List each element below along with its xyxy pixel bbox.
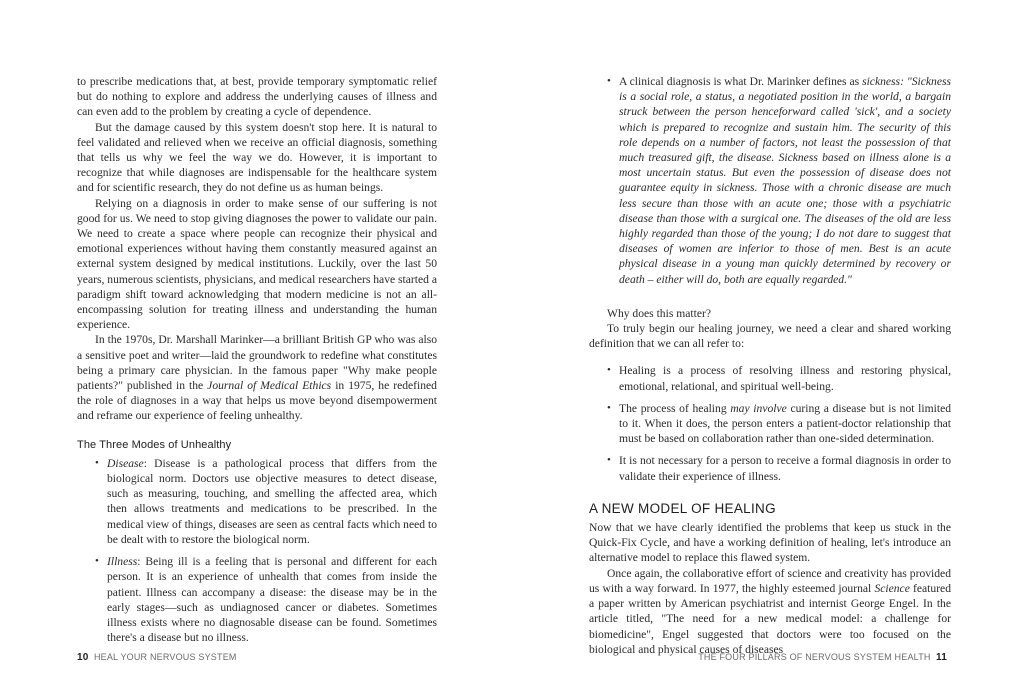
right-footer xyxy=(698,652,947,663)
term: Disease xyxy=(107,456,144,470)
right-text-column xyxy=(589,74,951,657)
left-text-column xyxy=(77,74,437,652)
bullet-icon: • xyxy=(607,401,611,414)
left-footer xyxy=(77,652,237,663)
list-item: • The process of healing may involve curing a disease but is not limited to it. When it does, the person enters a patient-doctor relationship that must be based on collaboration rather than one-sided determination. xyxy=(607,401,952,446)
modes-list xyxy=(77,456,437,645)
journal-title: Science xyxy=(874,581,910,595)
right-page xyxy=(512,0,1024,693)
paragraph: Now that we have clearly identified the problems that keep us stuck in the Quick-Fix Cycle, and have a working definition of healing, let's introduce an alternative model to replace this flawed system. xyxy=(589,521,951,565)
healing-definition-list xyxy=(589,363,951,483)
paragraph: to prescribe medications that, at best, provide temporary symptomatic relief but do nothing to explore and address the underlying causes of illness and can even add to the problem by creating a cycle of dependence. xyxy=(77,75,437,119)
term: Illness xyxy=(107,555,138,569)
page-number: 11 xyxy=(936,652,947,663)
page-number: 10 xyxy=(77,652,89,663)
journal-title: Journal of Medical Ethics xyxy=(207,379,332,393)
section-heading: A NEW MODEL OF HEALING xyxy=(589,500,776,516)
bullet-icon: • xyxy=(95,555,99,568)
list-item: • Illness: Being ill is a feeling that is personal and different for each person. It is an experience of unhealth that comes from inside the patient. Illness can accompany a disease: the disease may be in the early stages—such as undiagnosed cancer or diabetes. Sometimes illness exists where no diagnosable disease can be found. Sometimes there's a disease but no illness. xyxy=(95,555,437,645)
subheading: The Three Modes of Unhealthy xyxy=(77,438,232,451)
paragraph: But the damage caused by this system doesn't stop here. It is natural to feel validated and relieved when we receive an official diagnosis, something that tells us why we feel the way we do. However, it is important to recognize that while diagnoses are indispensable for the healthcare system and for scientific research, they do not define us as human beings. xyxy=(77,120,437,195)
list-item: • Healing is a process of resolving illness and restoring physical, emotional, relational, and spiritual well-being. xyxy=(607,364,951,393)
list-item: • It is not necessary for a person to receive a formal diagnosis in order to validate their experience of illness. xyxy=(607,454,951,483)
paragraph: In the 1970s, Dr. Marshall Marinker—a brilliant British GP who was also a sensitive poet and writer—laid the groundwork to redefine what constitutes being a primary care physician. In the famous paper "Why make people patients?" published in the Journal of Medical Ethics in 1975, he redefined the role of diagnoses in a way that helps us move beyond disempowerment and reframe our experience of feeling unhealthy. xyxy=(77,333,437,423)
quote: : "Sickness is a social role, a status, a negotiated position in the world, a bargain struck between the person henceforward called 'sick', and a society which is prepared to recognize and sustain him. The security of this role depends on a number of factors, not least the possession of that much treasured gift, the disease. Sickness based on illness alone is a most uncertain status. But even the possession of disease does not guarantee equity in sickness. Those with a chronic disease are much less secure than those with an acute one; those with a psychiatric disease than those with a surgical one. The diseases of the old are less highly regarded than those of the young; I do not dare to suggest that diseases of women are inferior to those of men. Best is an acute physical disease in a young man quickly determined by recovery or death – either will do, both are equally regarded." xyxy=(619,75,951,286)
paragraph: Relying on a diagnosis in order to make sense of our suffering is not good for us. We need to stop giving diagnoses the power to validate our pain. We need to create a space where people can recognize their physical and emotional experiences without having them constantly measured against an external system designed by medical institutions. Luckily, over the last 50 years, numerous scientists, physicians, and medical researchers have started a paradigm shift toward acknowledging that modern medicine is not an all-encompassing solution for treating illness and understanding the human experience. xyxy=(77,196,437,332)
list-item: • Disease: Disease is a pathological process that differs from the biological norm. Doctors use objective measures to detect disease, such as measuring, touching, and smelling the affected area, which then allows treatments and medications to be prescribed. In the medical view of things, diseases are seen as central facts which need to be dealt with to restore the biological norm. xyxy=(95,456,437,546)
bullet-icon: • xyxy=(607,364,611,377)
bullet-icon: • xyxy=(607,75,611,87)
bullet-icon: • xyxy=(607,454,611,467)
list-item: • A clinical diagnosis is what Dr. Marinker defines as sickness: "Sickness is a social role, a status, a negotiated position in the world, a bargain struck between the person henceforward called 'sick', and a society which is prepared to recognize and sustain him. The security of this role depends on a number of factors, not least the possession of that much treasured gift, the disease. Sickness based on illness alone is a most uncertain status. But even the possession of disease does not guarantee equity in sickness. Those with a chronic disease are much less secure than those with an acute one; those with a psychiatric disease than those with a surgical one. The diseases of the old are less highly regarded than those of the young; I do not dare to suggest that diseases of women are inferior to those of men. Best is an acute physical disease in a young man quickly determined by recovery or death – either will do, both are equally regarded." xyxy=(607,75,951,286)
paragraph: Once again, the collaborative effort of science and creativity has provided us with a way forward. In 1977, the highly esteemed journal Science featured a paper written by American psychiatrist and internist George Engel. In the article titled, "The need for a new medical model: a challenge for biomedicine", Engel suggested that doctors were too focused on the biological and physical causes of diseases xyxy=(589,566,951,656)
bullet-icon: • xyxy=(95,456,99,469)
paragraph: To truly begin our healing journey, we need a clear and shared working definition that we can all refer to: xyxy=(589,322,951,351)
running-title: HEAL YOUR NERVOUS SYSTEM xyxy=(93,652,237,662)
paragraph: Why does this matter? xyxy=(607,306,711,320)
running-title: THE FOUR PILLARS OF NERVOUS SYSTEM HEALTH xyxy=(698,652,931,662)
sickness-list xyxy=(589,74,951,287)
term: sickness xyxy=(862,75,901,88)
